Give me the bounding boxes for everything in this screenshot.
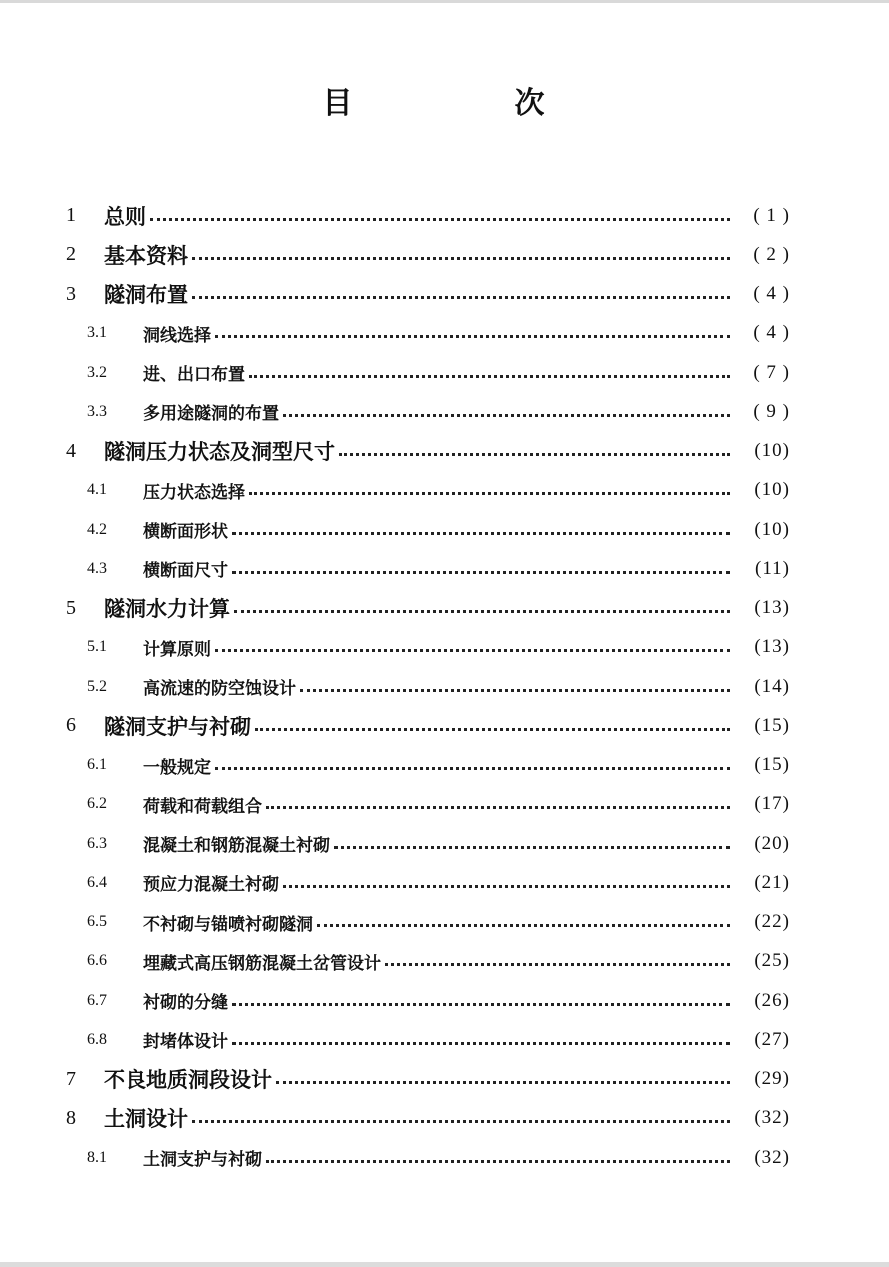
toc-entry[interactable] [66,863,790,902]
toc-entry-number: 3 [66,282,76,305]
dot-leader [255,727,730,731]
toc-entry-number: 4.3 [87,559,107,577]
toc-entry-number: 6.4 [87,873,107,891]
dot-leader [232,1041,730,1045]
toc-entry-number: 1 [66,204,76,227]
toc-entry-page: ( 7 ) [753,361,790,383]
toc-entry[interactable] [66,1099,790,1138]
toc-entry-page: (13) [754,597,790,619]
toc-entry-label: 横断面形状 [143,522,228,543]
toc-entry-number: 6.7 [87,991,107,1009]
toc-entry-number: 6.2 [87,795,107,813]
toc-entry-number: 5.1 [87,638,107,656]
toc-entry[interactable] [66,1138,790,1177]
toc-entry-number: 8 [66,1106,76,1129]
toc-entry-label: 预应力混凝土衬砌 [143,875,279,896]
toc-entry-number: 3.2 [87,363,107,381]
toc-entry-number: 6 [66,714,76,737]
toc-entry-page: (15) [754,754,790,776]
dot-leader [283,413,730,417]
toc-entry-label: 埋藏式高压钢筋混凝土岔管设计 [143,953,381,974]
dot-leader [249,491,730,495]
toc-entry[interactable] [66,510,790,549]
toc-entry-label: 总则 [104,203,146,229]
toc-entry-page: (20) [754,832,790,854]
toc-entry-label: 进、出口布置 [143,365,245,386]
toc-entry-number: 6.1 [87,756,107,774]
dot-leader [266,1159,730,1163]
toc-entry[interactable] [66,275,790,314]
toc-entry[interactable] [66,942,790,981]
toc-entry[interactable] [66,314,790,353]
toc-entry[interactable] [66,981,790,1020]
toc-entry-number: 5.2 [87,677,107,695]
toc-entry[interactable] [66,1060,790,1099]
toc-entry-label: 不良地质洞段设计 [104,1067,272,1093]
toc-entry-page: (15) [754,714,790,736]
toc-entry-label: 一般规定 [143,757,211,778]
toc-entry-page: (27) [754,1028,790,1050]
toc-entry-page: (32) [754,1146,790,1168]
toc-entry-label: 封堵体设计 [143,1032,228,1053]
dot-leader [283,884,730,888]
toc-entry-label: 压力状态选择 [143,482,245,503]
toc-entry[interactable] [66,549,790,588]
toc-entry-page: (25) [754,950,790,972]
toc-entry-page: (10) [754,440,790,462]
toc-entry-label: 不衬砌与锚喷衬砌隧洞 [143,914,313,935]
dot-leader [276,1080,730,1084]
toc-entry-page: (29) [754,1068,790,1090]
toc-entry-label: 隧洞布置 [104,282,188,308]
toc-entry-page: (32) [754,1107,790,1129]
toc-entry-label: 洞线选择 [143,325,211,346]
table-of-contents [66,196,790,1177]
toc-entry[interactable] [66,785,790,824]
toc-entry-page: (10) [754,518,790,540]
dot-leader [215,766,730,770]
toc-entry-page: (11) [755,557,790,579]
toc-entry[interactable] [66,235,790,274]
toc-entry-label: 混凝土和钢筋混凝土衬砌 [143,836,330,857]
dot-leader [266,805,730,809]
toc-entry-page: ( 2 ) [753,243,790,265]
toc-entry[interactable] [66,667,790,706]
toc-entry-number: 6.6 [87,952,107,970]
toc-entry-label: 多用途隧洞的布置 [143,404,279,425]
toc-entry-page: (26) [754,989,790,1011]
toc-entry[interactable] [66,432,790,471]
toc-entry-page: (10) [754,479,790,501]
toc-entry-page: ( 9 ) [753,400,790,422]
toc-entry-page: (17) [754,793,790,815]
page-title: 目 次 [322,86,611,121]
toc-entry-label: 计算原则 [143,639,211,660]
toc-entry-number: 6.3 [87,834,107,852]
toc-entry-number: 3.3 [87,402,107,420]
toc-entry-page: (21) [754,871,790,893]
top-edge [0,0,889,3]
toc-entry[interactable] [66,196,790,235]
toc-entry-number: 4.1 [87,481,107,499]
toc-entry[interactable] [66,824,790,863]
toc-entry-number: 2 [66,243,76,266]
dot-leader [192,295,730,299]
dot-leader [192,256,730,260]
dot-leader [300,688,730,692]
toc-entry-page: ( 1 ) [753,204,790,226]
dot-leader [234,609,730,613]
toc-entry-number: 6.8 [87,1030,107,1048]
dot-leader [339,452,730,456]
dot-leader [150,217,730,221]
toc-entry-number: 7 [66,1067,76,1090]
dot-leader [232,1002,730,1006]
toc-entry-label: 荷载和荷载组合 [143,796,262,817]
dot-leader [215,334,730,338]
toc-entry[interactable] [66,628,790,667]
toc-entry-number: 5 [66,596,76,619]
toc-entry-label: 高流速的防空蚀设计 [143,679,296,700]
toc-entry[interactable] [66,706,790,745]
toc-entry[interactable] [66,471,790,510]
toc-entry-number: 3.1 [87,324,107,342]
dot-leader [249,374,730,378]
toc-entry-number: 4.2 [87,520,107,538]
toc-entry[interactable] [66,903,790,942]
toc-entry[interactable] [66,746,790,785]
dot-leader [192,1119,730,1123]
toc-entry-label: 土洞设计 [104,1106,188,1132]
bottom-edge [0,1262,889,1267]
toc-entry-number: 6.5 [87,913,107,931]
dot-leader [215,648,730,652]
toc-entry-page: (13) [754,636,790,658]
toc-entry[interactable] [66,392,790,431]
toc-entry[interactable] [66,353,790,392]
toc-entry-label: 土洞支护与衬砌 [143,1150,262,1171]
toc-entry[interactable] [66,1020,790,1059]
toc-entry-label: 隧洞支护与衬砌 [104,713,251,739]
dot-leader [334,845,730,849]
dot-leader [232,531,730,535]
toc-entry-label: 基本资料 [104,242,188,268]
dot-leader [317,923,730,927]
toc-entry-label: 隧洞压力状态及洞型尺寸 [104,439,335,465]
toc-entry-page: ( 4 ) [753,283,790,305]
dot-leader [232,570,730,574]
toc-entry-label: 隧洞水力计算 [104,596,230,622]
toc-entry-label: 衬砌的分缝 [143,993,228,1014]
toc-entry-number: 4 [66,439,76,462]
dot-leader [385,962,730,966]
toc-entry-number: 8.1 [87,1148,107,1166]
toc-entry-page: (22) [754,911,790,933]
toc-entry[interactable] [66,589,790,628]
toc-entry-page: (14) [754,675,790,697]
toc-entry-label: 横断面尺寸 [143,561,228,582]
toc-entry-page: ( 4 ) [753,322,790,344]
